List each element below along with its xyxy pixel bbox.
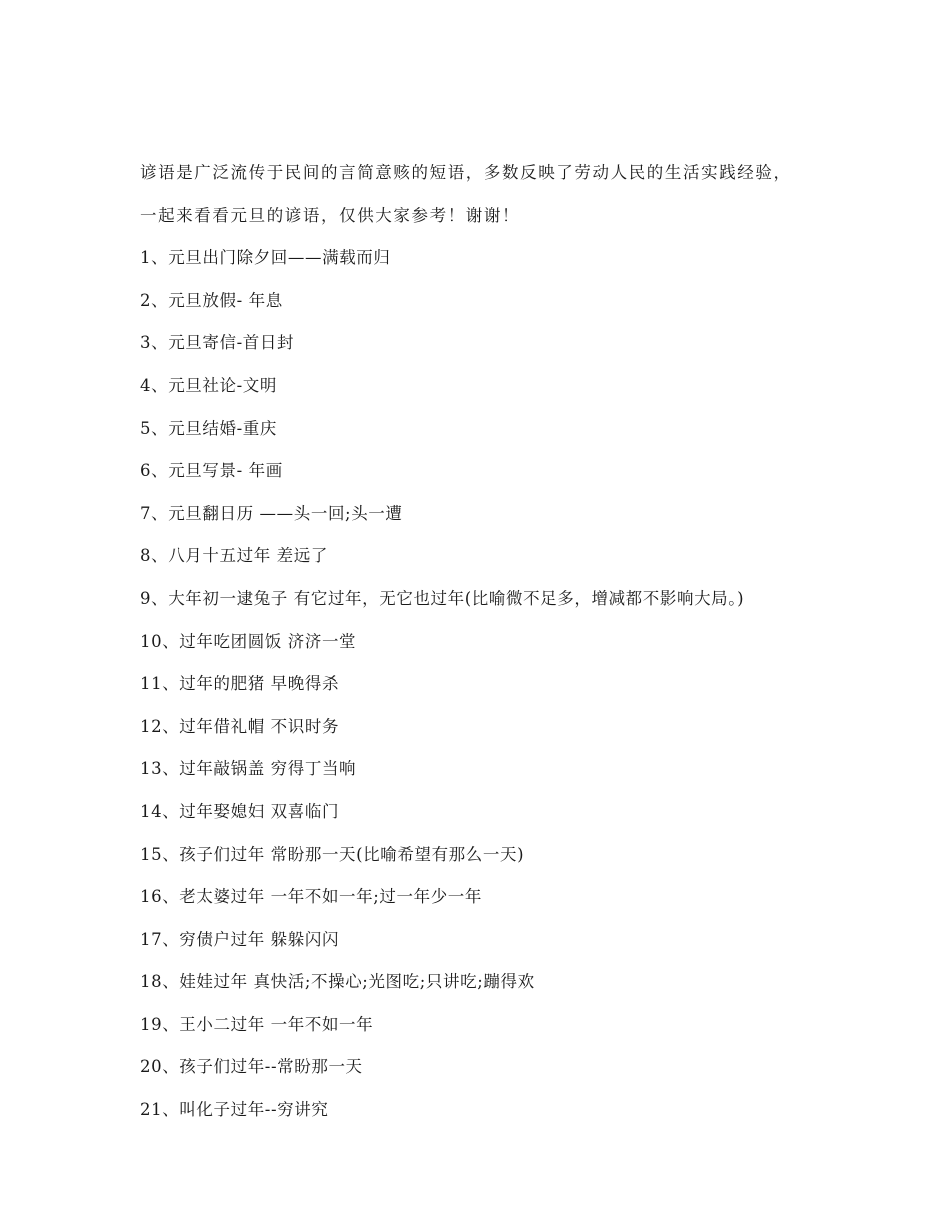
document-body xyxy=(140,152,820,1132)
list-item: 15、孩子们过年 常盼那一天(比喻希望有那么一天) xyxy=(140,844,525,864)
list-item: 18、娃娃过年 真快活;不操心;光图吃;只讲吃;蹦得欢 xyxy=(140,972,535,992)
list-item: 9、大年初一逮兔子 有它过年，无它也过年(比喻微不足多，增减都不影响大局。) xyxy=(140,588,745,608)
list-item: 17、穷债户过年 躲躲闪闪 xyxy=(140,929,340,949)
list-item: 4、元旦社论-文明 xyxy=(140,375,277,395)
list-item: 8、八月十五过年 差远了 xyxy=(140,546,328,566)
intro-paragraph-line-1: 谚语是广泛流传于民间的言简意赅的短语，多数反映了劳动人民的生活实践经验， xyxy=(140,163,792,182)
list-item: 1、元旦出门除夕回——满载而归 xyxy=(140,248,391,268)
list-item: 13、过年敲锅盖 穷得丁当响 xyxy=(140,759,357,779)
list-item: 21、叫化子过年--穷讲究 xyxy=(140,1100,329,1120)
list-item: 12、过年借礼帽 不识时务 xyxy=(140,716,340,736)
list-item: 11、过年的肥猪 早晚得杀 xyxy=(140,674,340,694)
intro-paragraph-line-2: 一起来看看元旦的谚语，仅供大家参考！谢谢！ xyxy=(140,205,521,225)
list-item: 7、元旦翻日历 ——头一回;头一遭 xyxy=(140,503,403,523)
list-item: 5、元旦结婚-重庆 xyxy=(140,418,277,438)
list-item: 6、元旦写景- 年画 xyxy=(140,461,283,481)
list-item: 16、老太婆过年 一年不如一年;过一年少一年 xyxy=(140,887,482,907)
list-item: 19、王小二过年 一年不如一年 xyxy=(140,1014,374,1034)
list-item: 3、元旦寄信-首日封 xyxy=(140,333,295,353)
list-item: 20、孩子们过年--常盼那一天 xyxy=(140,1057,363,1077)
list-item: 10、过年吃团圆饭 济济一堂 xyxy=(140,631,357,651)
list-item: 2、元旦放假- 年息 xyxy=(140,290,283,310)
list-item: 14、过年娶媳妇 双喜临门 xyxy=(140,801,340,821)
